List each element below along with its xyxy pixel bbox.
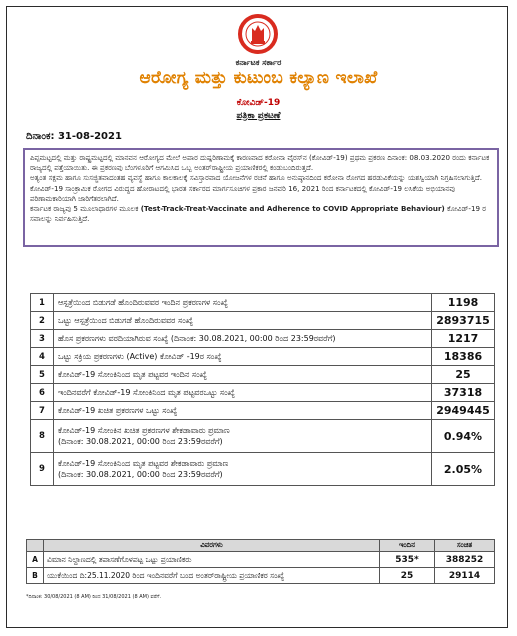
row-number: 5	[31, 366, 54, 384]
row-description: ಯುಕೆಯಿಂದ ದಿ:25.11.2020 ರಿಂದ ಇಂದಿನವರೆಗೆ ಬಂದ ಅಂತರ್‌ರಾಷ್ಟ್ರೀಯ ಪ್ರಯಾಣಿಕರ ಸಂಖ್ಯೆ	[44, 568, 380, 584]
intro-paragraph-2: ಅತ್ಯಂತ ಸಕ್ಷಮ ಹಾಗೂ ಸುಸಜ್ಜಿತವಾದಂತಹ ವ್ಯವಸ್ಥೆ ಹಾಗೂ ಕಾಲಕಾಲಕ್ಕೆ ಸವಿಸ್ತಾರವಾದ ಯೋಜನೆಗಳ ರಚನೆ ಹಾಗೂ ಅನುಷ್ಠಾನದಿಂದ ಕರೋನಾ ರೋಗದ ಹರಡುವಿಕೆಯನ್ನು ಯಶಸ್ವಿಯಾಗಿ ನಿಗ್ರಹಿಸಲಾಗುತ್ತಿದೆ.	[30, 173, 482, 183]
row-description: ವಿಮಾನ ನಿಲ್ದಾಣದಲ್ಲಿ ತಪಾಸಣೆಗೊಳಪಟ್ಟ ಒಟ್ಟು ಪ್ರಯಾಣಿಕರು	[44, 552, 380, 568]
row-number: 2	[31, 312, 54, 330]
table-row	[31, 420, 495, 453]
row-value: 2893715	[432, 312, 495, 330]
header-cumulative: ಸಂಚಿತ	[435, 540, 495, 552]
row-description-line-2: (ದಿನಾಂಕ: 30.08.2021, 00:00 ರಿಂದ 23:59ರವರೆಗೆ)	[58, 470, 223, 479]
row-description: ಹೊಸ ಪ್ರಕರಣಗಳು ವರದಿಯಾಗಿರುವ ಸಂಖ್ಯೆ (ದಿನಾಂಕ: 30.08.2021, 00:00 ರಿಂದ 23:59ರವರೆಗೆ)	[54, 330, 432, 348]
table-row	[31, 312, 495, 330]
government-label: ಕರ್ನಾಟಕ ಸರ್ಕಾರ	[235, 58, 282, 67]
travel-stats-table	[26, 539, 495, 584]
footnote: *ದಿನಾಂಕ: 30/08/2021 (8 AM) ರಿಂದ 31/08/2021 (8 AM) ವರೆಗೆ.	[26, 594, 162, 600]
row-description: ಕೋವಿಡ್-19 ಸೋಂಕಿನಿಂದ ಮೃತ ಪಟ್ಟವರ ಇಂದಿನ ಸಂಖ್ಯೆ	[54, 366, 432, 384]
row-description: ಒಟ್ಟು ಸಕ್ರಿಯ ಪ್ರಕರಣಗಳು (Active) ಕೋವಿಡ್ -19ರ ಸಂಖ್ಯೆ	[54, 348, 432, 366]
row-value: 1217	[432, 330, 495, 348]
row-number: 6	[31, 384, 54, 402]
row-number: 8	[31, 420, 54, 453]
intro-paragraph-1: ಪಿಪ್ಪಮಟ್ಟದಲ್ಲಿ ಮತ್ತು ರಾಷ್ಟ್ರಮಟ್ಟದಲ್ಲಿ ಮಾನವನ ಆರೋಗ್ಯದ ಮೇಲೆ ಅಪಾರ ದುಷ್ಪರಿಣಾಮಕ್ಕೆ ಕಾರಣವಾದ ಕರೋನಾ ವೈರಸ್‌ನ (ಕೋವಿಡ್-19) ಪ್ರಥಮ ಪ್ರಕರಣ ದಿನಾಂಕ: 08.03.2020 ರಂದು ಕರ್ನಾಟಕ ರಾಜ್ಯದಲ್ಲಿ ಪತ್ತೆಯಾಯಿತು. ಈ ಪ್ರಕರಣವು ಬೆಂಗಳೂರಿಗೆ ಆಗಮಿಸಿದ ಒಬ್ಬ ಅಂತರ್‌ರಾಷ್ಟ್ರೀಯ ಪ್ರಯಾಣಿಕರಲ್ಲಿ ಕಂಡುಬಂದಿರುತ್ತದೆ.	[30, 153, 490, 173]
row-description: ಕೋವಿಡ್-19 ಖಚಿತ ಪ್ರಕರಣಗಳ ಒಟ್ಟು ಸಂಖ್ಯೆ	[54, 402, 432, 420]
department-title: ಆರೋಗ್ಯ ಮತ್ತು ಕುಟುಂಬ ಕಲ್ಯಾಣ ಇಲಾಖೆ	[139, 68, 378, 88]
table-row	[31, 384, 495, 402]
row-value: 2949445	[432, 402, 495, 420]
press-release-label: ಪತ್ರಿಕಾ ಪ್ರಕಟಣೆ	[236, 111, 281, 121]
row-description-line-2: (ದಿನಾಂಕ: 30.08.2021, 00:00 ರಿಂದ 23:59ರವರೆಗೆ)	[58, 437, 223, 446]
karnataka-emblem-icon	[238, 14, 278, 56]
table-row	[27, 568, 495, 584]
intro-box	[23, 148, 499, 247]
table-row	[31, 294, 495, 312]
table-header-row	[27, 540, 495, 552]
header-today: ಇಂದಿನ	[380, 540, 435, 552]
table-row	[31, 348, 495, 366]
date-label: ದಿನಾಂಕ:	[26, 131, 55, 142]
row-value: 18386	[432, 348, 495, 366]
row-letter: A	[27, 552, 44, 568]
intro-paragraph-4	[30, 204, 492, 224]
table-row	[31, 402, 495, 420]
covid-subtitle: ಕೋವಿಡ್-19	[236, 98, 281, 108]
table-row	[31, 366, 495, 384]
row-description-line-1: ಕೋವಿಡ್-19 ಸೋಂಕಿನ ಖಚಿತ ಪ್ರಕರಣಗಳ ಶೇಕಡಾವಾರು ಪ್ರಮಾಣ	[58, 426, 230, 435]
row-today-value: 25	[380, 568, 435, 584]
row-value: 37318	[432, 384, 495, 402]
row-description	[54, 453, 432, 486]
header-spacer	[27, 540, 44, 552]
row-number: 4	[31, 348, 54, 366]
release-date	[26, 131, 122, 142]
row-description: ಆಸ್ಪತ್ರೆಯಿಂದ ಬಿಡುಗಡೆ ಹೊಂದಿರುವವರ ಇಂದಿನ ಪ್ರಕರಣಗಳ ಸಂಖ್ಯೆ	[54, 294, 432, 312]
covid-stats-table	[30, 293, 495, 486]
row-number: 7	[31, 402, 54, 420]
row-cumulative-value: 388252	[435, 552, 495, 568]
intro-paragraph-3: ಕೋವಿಡ್-19 ಸಾಂಕ್ರಾಮಿಕ ರೋಗದ ವಿರುದ್ಧದ ಹೋರಾಟದಲ್ಲಿ ಭಾರತ ಸರ್ಕಾರದ ಮಾರ್ಗಸೂಚಿಗಳ ಪ್ರಕಾರ ಜನವರಿ 16, 2021 ರಿಂದ ಕರ್ನಾಟಕದಲ್ಲಿ ಕೋವಿಡ್-19 ಲಸಿಕೆಯ ಅಭಿಯಾನವು ಪರಿಣಾಮಕಾರಿಯಾಗಿ ಜಾರಿಗೆತರಲಾಗಿದೆ.	[30, 183, 456, 203]
row-description: ಇಂದಿನವರೆಗೆ ಕೋವಿಡ್-19 ಸೋಂಕಿನಿಂದ ಮೃತ ಪಟ್ಟವರಒಟ್ಟು ಸಂಖ್ಯೆ	[54, 384, 432, 402]
row-description	[54, 420, 432, 453]
row-number: 1	[31, 294, 54, 312]
table-row	[31, 330, 495, 348]
header-details: ವಿವರಗಳು	[44, 540, 380, 552]
row-today-value: 535*	[380, 552, 435, 568]
row-value: 1198	[432, 294, 495, 312]
row-letter: B	[27, 568, 44, 584]
row-cumulative-value: 29114	[435, 568, 495, 584]
row-number: 9	[31, 453, 54, 486]
row-description-line-1: ಕೋವಿಡ್-19 ಸೋಂಕಿನಿಂದ ಮೃತ ಪಟ್ಟವರ ಶೇಕಡಾವಾರು ಪ್ರಮಾಣ	[58, 459, 229, 468]
intro-p4-start: ಕರ್ನಾಟಕ ರಾಜ್ಯವು 5 ಮೂಲಾಧಾರಗಳ ಮೂಲಕ	[30, 204, 141, 214]
table-row	[31, 453, 495, 486]
row-value: 25	[432, 366, 495, 384]
row-value: 0.94%	[432, 420, 495, 453]
date-value: 31-08-2021	[57, 131, 122, 142]
row-number: 3	[31, 330, 54, 348]
intro-p4-bold: (Test-Track-Treat-Vaccinate and Adherence to COVID Appropriate Behaviour)	[140, 204, 445, 214]
table-row	[27, 552, 495, 568]
press-release-heading	[0, 111, 517, 121]
intro-p4-end: ಕೋವಿಡ್-19 ರ ಸವಾಲನ್ನು ನಿರ್ವಹಿಸುತ್ತಿದೆ.	[30, 204, 487, 224]
row-value: 2.05%	[432, 453, 495, 486]
row-description: ಒಟ್ಟು ಆಸ್ಪತ್ರೆಯಿಂದ ಬಿಡುಗಡೆ ಹೊಂದಿರುವವರ ಸಂಖ್ಯೆ	[54, 312, 432, 330]
